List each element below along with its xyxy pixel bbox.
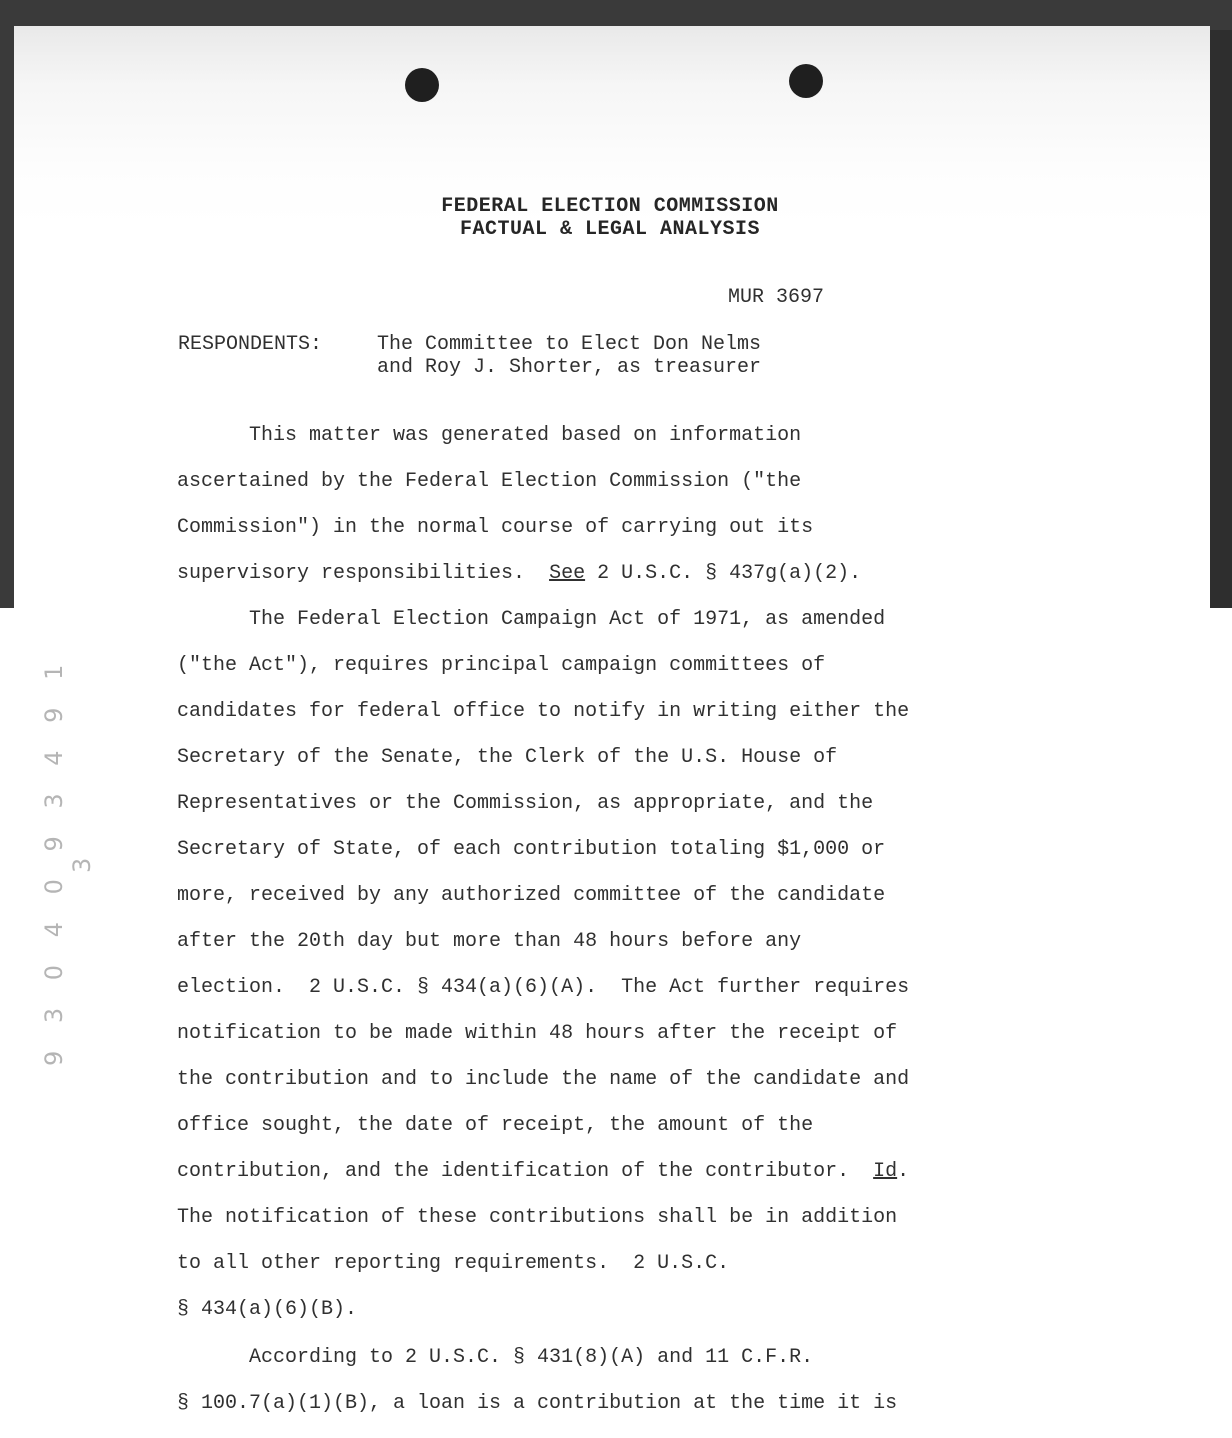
paragraph-act: [177, 608, 1057, 1344]
text-segment: supervisory responsibilities.: [177, 562, 550, 585]
scan-right-edge: [1210, 30, 1232, 608]
text-line: candidates for federal office to notify in writing either the: [177, 700, 910, 723]
text-line: § 434(a)(6)(B).: [177, 1298, 358, 1321]
header-title: FEDERAL ELECTION COMMISSION: [441, 195, 779, 218]
see-citation-signal: See: [549, 562, 586, 585]
text-line: to all other reporting requirements. 2 U.S.C.: [177, 1252, 730, 1275]
text-line: office sought, the date of receipt, the amount of the: [177, 1114, 814, 1137]
margin-document-number: 9 3 0 4 0 9 3 4 9 1 3: [40, 654, 96, 1066]
respondents-line: The Committee to Elect Don Nelms: [377, 333, 762, 356]
text-line: Representatives or the Commission, as appropriate, and the: [177, 792, 874, 815]
id-citation-signal: Id: [873, 1160, 898, 1183]
punch-hole-right: [789, 64, 823, 98]
respondents-label: RESPONDENTS:: [178, 333, 323, 356]
header-subtitle: FACTUAL & LEGAL ANALYSIS: [459, 218, 761, 241]
text-segment: contribution, and the identification of the contributor.: [177, 1160, 874, 1183]
text-line: Secretary of the Senate, the Clerk of the U.S. House of: [177, 746, 838, 769]
paragraph-intro: [177, 424, 1057, 608]
text-line: notification to be made within 48 hours after the receipt of: [177, 1022, 898, 1045]
text-line: This matter was generated based on information: [177, 424, 802, 447]
text-line: ("the Act"), requires principal campaign committees of: [177, 654, 826, 677]
text-segment: 2 U.S.C. § 437g(a)(2).: [585, 562, 862, 585]
document-header: [0, 195, 1220, 241]
paragraph-loan: [177, 1346, 1057, 1438]
text-line: more, received by any authorized committee of the candidate: [177, 884, 886, 907]
text-line: The Federal Election Campaign Act of 1971, as amended: [177, 608, 886, 631]
text-line: [177, 562, 1057, 608]
text-line: election. 2 U.S.C. § 434(a)(6)(A). The Act further requires: [177, 976, 910, 999]
text-line: [177, 1160, 1057, 1206]
text-line: the contribution and to include the name of the candidate and: [177, 1068, 910, 1091]
text-line: after the 20th day but more than 48 hours before any: [177, 930, 802, 953]
text-line: The notification of these contributions shall be in addition: [177, 1206, 898, 1229]
text-line: Secretary of State, of each contribution totaling $1,000 or: [177, 838, 886, 861]
text-segment: .: [897, 1160, 910, 1183]
mur-number: MUR 3697: [728, 286, 825, 309]
punch-hole-left: [405, 68, 439, 102]
respondents-line: and Roy J. Shorter, as treasurer: [377, 356, 762, 379]
text-line: § 100.7(a)(1)(B), a loan is a contribution at the time it is: [177, 1392, 898, 1415]
text-line: According to 2 U.S.C. § 431(8)(A) and 11 C.F.R.: [177, 1346, 814, 1369]
text-line: Commission") in the normal course of carrying out its: [177, 516, 814, 539]
respondents-value: [377, 333, 761, 379]
text-line: ascertained by the Federal Election Commission ("the: [177, 470, 802, 493]
